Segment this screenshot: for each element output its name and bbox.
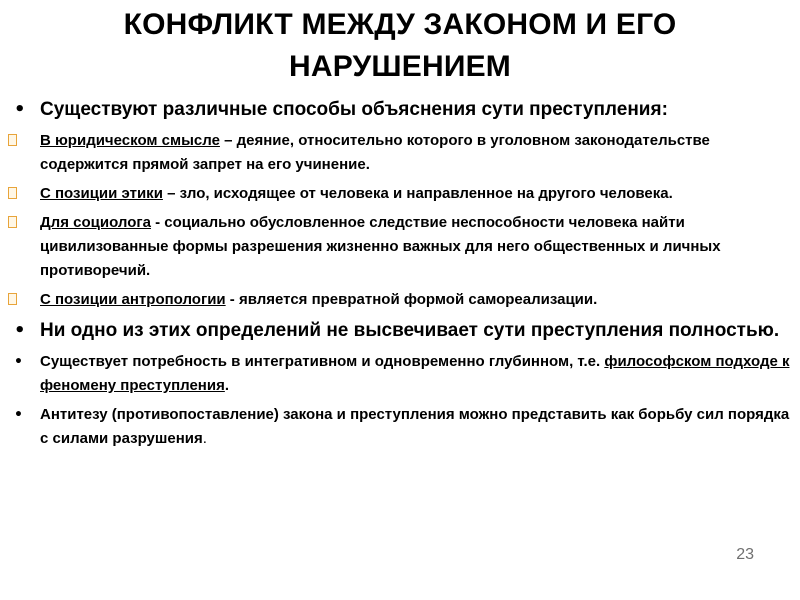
definition-text: - социально обусловленное следствие неспособности человека найти цивилизованные формы разрешения жизненно важных для него общественных и личных противоречий. [40, 214, 721, 279]
definition-text: – деяние, относительно которого в уголовном законодательстве содержится прямой запрет на его учинение. [40, 132, 710, 173]
sub-bullet-item [10, 129, 790, 177]
definition-text: – зло, исходящее от человека и направленное на другого человека. [162, 185, 673, 202]
sub-bullet-item [10, 288, 790, 312]
definition-term: В юридическом смысле [40, 132, 220, 149]
definition-term: С позиции антропологии [40, 291, 226, 308]
bullet-end-punct: . [224, 377, 230, 394]
slide-body [10, 96, 790, 456]
bullet-item [10, 403, 790, 451]
bullet-text: Антитезу (противопоставление) закона и преступления можно представить как борьбу сил порядка с силами разрушения [40, 406, 790, 447]
bullet-item [10, 317, 790, 344]
bullet-square-icon [8, 293, 17, 305]
bullet-square-icon [8, 216, 17, 228]
definition-text: - является превратной формой самореализации. [225, 291, 598, 308]
bullet-end-punct: . [202, 430, 207, 447]
bullet-dot-icon: • [14, 354, 23, 370]
bullet-dot-icon: • [14, 99, 26, 120]
bullet-text: Существует потребность в интегративном и одновременно глубинном, т.е. [40, 353, 605, 370]
slide-title [20, 4, 780, 88]
bullet-text: Ни одно из этих определений не высвечивает сути преступления полностью. [40, 320, 780, 341]
bullet-square-icon [8, 187, 17, 199]
bullet-square-icon [8, 134, 17, 146]
definition-term: Для социолога [40, 214, 151, 231]
title-line-2: НАРУШЕНИЕМ [289, 50, 511, 83]
bullet-item [10, 350, 790, 398]
sub-bullet-item [10, 211, 790, 283]
bullet-text: Существуют различные способы объяснения сути преступления: [40, 99, 668, 120]
page-number: 23 [736, 546, 754, 563]
title-line-1: КОНФЛИКТ МЕЖДУ ЗАКОНОМ И ЕГО [123, 8, 677, 41]
bullet-dot-icon: • [14, 320, 26, 341]
bullet-item [10, 96, 790, 123]
sub-bullet-item [10, 182, 790, 206]
bullet-underlined-text: философском подходе к феномену преступления [40, 353, 790, 394]
definition-term: С позиции этики [40, 185, 163, 202]
bullet-dot-icon: • [14, 407, 23, 423]
